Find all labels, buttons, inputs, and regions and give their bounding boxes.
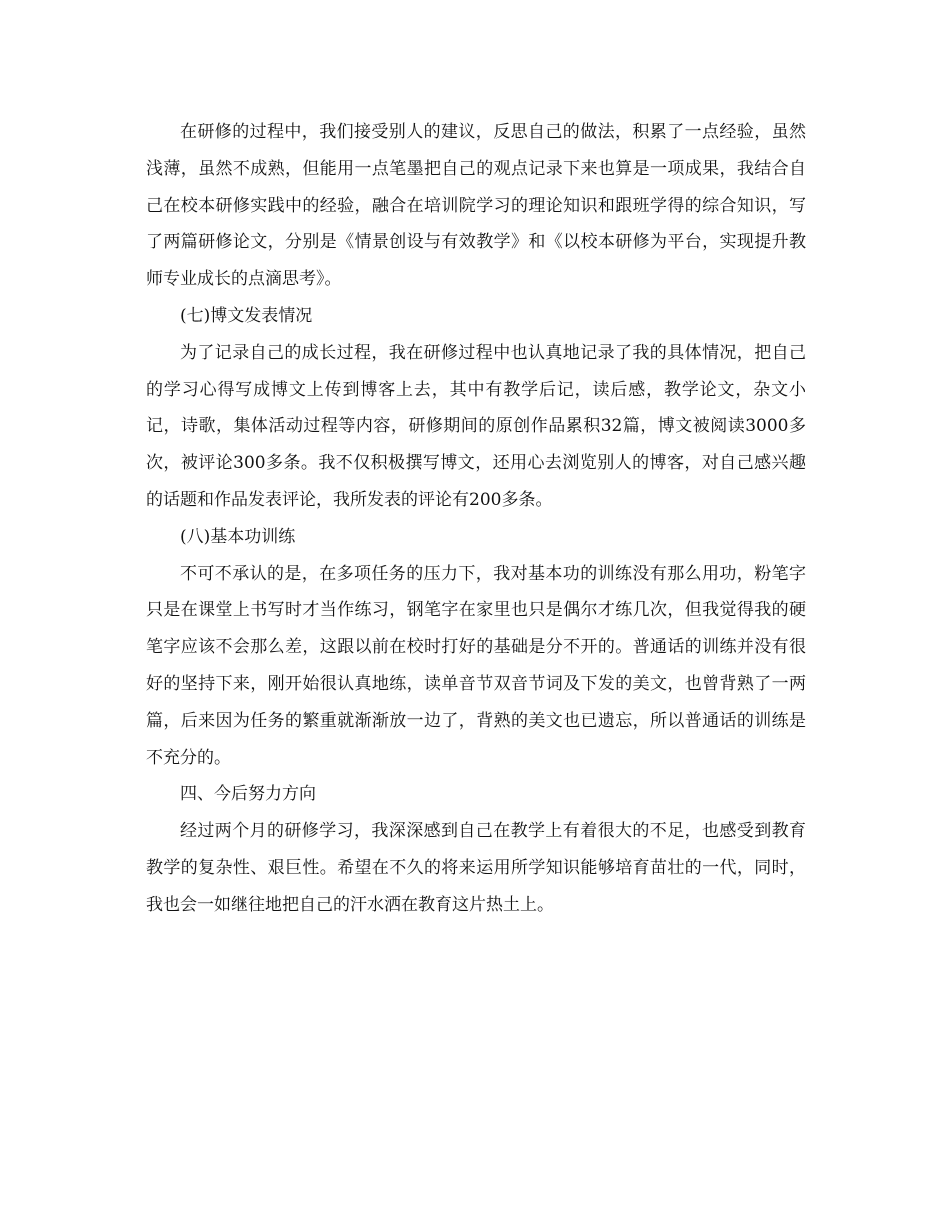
document-body bbox=[146, 114, 806, 924]
paragraph-blog-posts: 为了记录自己的成长过程，我在研修过程中也认真地记录了我的具体情况，把自己的学习心得写成博文上传到博客上去，其中有教学后记，读后感，教学论文，杂文小记，诗歌，集体活动过程等内容，研修期间的原创作品累积32篇，博文被阅读3000多次，被评论300多条。我不仅积极撰写博文，还用心去浏览别人的博客，对自己感兴趣的话题和作品发表评论，我所发表的评论有200多条。 bbox=[146, 342, 806, 510]
section-heading-blog-posts: (七)博文发表情况 bbox=[180, 305, 313, 326]
paragraph-future-direction: 经过两个月的研修学习，我深深感到自己在教学上有着很大的不足，也感受到教育教学的复杂性、艰巨性。希望在不久的将来运用所学知识能够培育苗壮的一代，同时，我也会一如继往地把自己的汗水洒在教育这片热土上。 bbox=[146, 821, 806, 915]
paragraph-basic-skills: 不可不承认的是，在多项任务的压力下，我对基本功的训练没有那么用功，粉笔字只是在课堂上书写时才当作练习，钢笔字在家里也只是偶尔才练几次，但我觉得我的硬笔字应该不会那么差，这跟以前在校时打好的基础是分不开的。普通话的训练并没有很好的坚持下来，刚开始很认真地练，读单音节双音节词及下发的美文，也曾背熟了一两篇，后来因为任务的繁重就渐渐放一边了，背熟的美文也已遗忘，所以普通话的训练是不充分的。 bbox=[146, 563, 806, 768]
paragraph-research-papers: 在研修的过程中，我们接受别人的建议，反思自己的做法，积累了一点经验，虽然浅薄，虽然不成熟，但能用一点笔墨把自己的观点记录下来也算是一项成果，我结合自己在校本研修实践中的经验，融合在培训院学习的理论知识和跟班学得的综合知识，写了两篇研修论文，分别是《情景创设与有效教学》和《以校本研修为平台，实现提升教师专业成长的点滴思考》。 bbox=[146, 122, 806, 290]
section-heading-future-direction: 四、今后努力方向 bbox=[180, 784, 316, 805]
section-heading-basic-skills: (八)基本功训练 bbox=[180, 526, 296, 547]
